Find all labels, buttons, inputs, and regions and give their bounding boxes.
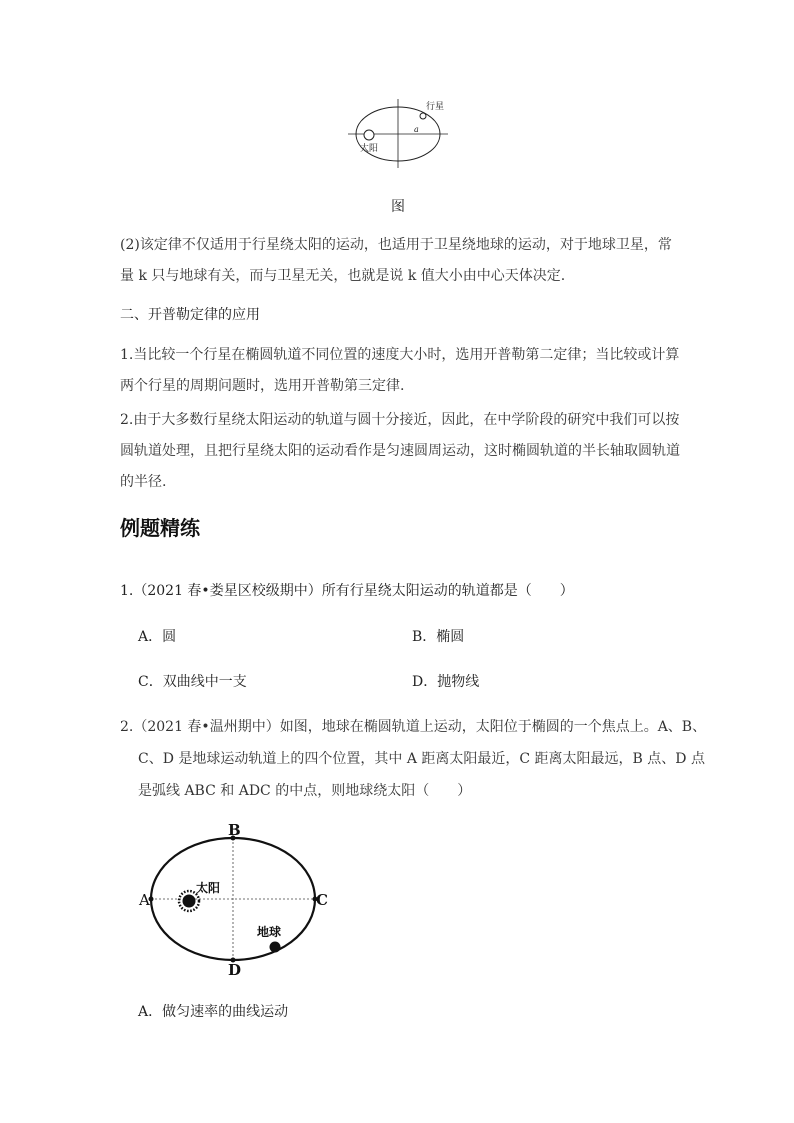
question-2-line-3: 是弧线 ABC 和 ADC 的中点，则地球绕太阳（ ） <box>138 783 472 799</box>
earth-label: 地球 <box>257 925 282 939</box>
application-item-2 <box>120 405 680 498</box>
sun-circle <box>364 130 374 140</box>
item-2-line-3: 的半径. <box>120 474 167 490</box>
question-1-option-a: A．圆 <box>138 629 177 645</box>
question-2-line-2: C、D 是地球运动轨道上的四个位置，其中 A 距离太阳最近，C 距离太阳最远，B 点、D 点 <box>138 751 705 767</box>
label-a: A <box>139 891 150 909</box>
question-2-option-a: A．做匀速率的曲线运动 <box>138 1004 289 1020</box>
paragraph-2-line-2: 量 k 只与地球有关，而与卫星无关，也就是说 k 值大小由中心天体决定. <box>120 268 566 284</box>
orbit-diagram-2 <box>135 818 335 983</box>
question-2-stem <box>120 711 706 807</box>
label-d: D <box>228 961 242 979</box>
orbit-diagram-1 <box>340 95 460 170</box>
planet-label: 行星 <box>426 102 445 112</box>
label-c: C <box>316 891 328 909</box>
figure-caption: 图 <box>391 199 405 215</box>
item-2-line-2: 圆轨道处理，且把行星绕太阳的运动看作是匀速圆周运动，这时椭圆轨道的半长轴取圆轨道 <box>120 443 680 459</box>
planet-circle <box>420 113 426 119</box>
paragraph-2 <box>120 230 672 292</box>
question-1-option-c: C．双曲线中一支 <box>138 674 247 690</box>
section-heading: 二、开普勒定律的应用 <box>120 307 260 323</box>
item-1-line-1: 1.当比较一个行星在椭圆轨道不同位置的速度大小时，选用开普勒第二定律；当比较或计算 <box>120 347 680 363</box>
label-b: B <box>228 821 241 839</box>
paragraph-2-line-1: (2)该定律不仅适用于行星绕太阳的运动，也适用于卫星绕地球的运动，对于地球卫星，常 <box>120 237 672 253</box>
item-2-line-1: 2.由于大多数行星绕太阳运动的轨道与圆十分接近，因此，在中学阶段的研究中我们可以按 <box>120 412 680 428</box>
question-2-line-1: 2.（2021 春•温州期中）如图，地球在椭圆轨道上运动，太阳位于椭圆的一个焦点上。A、B、 <box>120 719 707 735</box>
sun-label: 太阳 <box>360 144 379 154</box>
earth-dot <box>270 942 281 953</box>
question-1-option-d: D．抛物线 <box>412 674 480 690</box>
question-1-stem: 1.（2021 春•娄星区校级期中）所有行星绕太阳运动的轨道都是（ ） <box>120 583 574 599</box>
question-1-option-b: B．椭圆 <box>412 629 465 645</box>
semi-major-axis-label: a <box>414 125 419 134</box>
application-item-1 <box>120 340 679 402</box>
item-1-line-2: 两个行星的周期问题时，选用开普勒第三定律. <box>120 378 405 394</box>
examples-title: 例题精练 <box>120 516 200 540</box>
sun-label: 太阳 <box>196 881 221 895</box>
